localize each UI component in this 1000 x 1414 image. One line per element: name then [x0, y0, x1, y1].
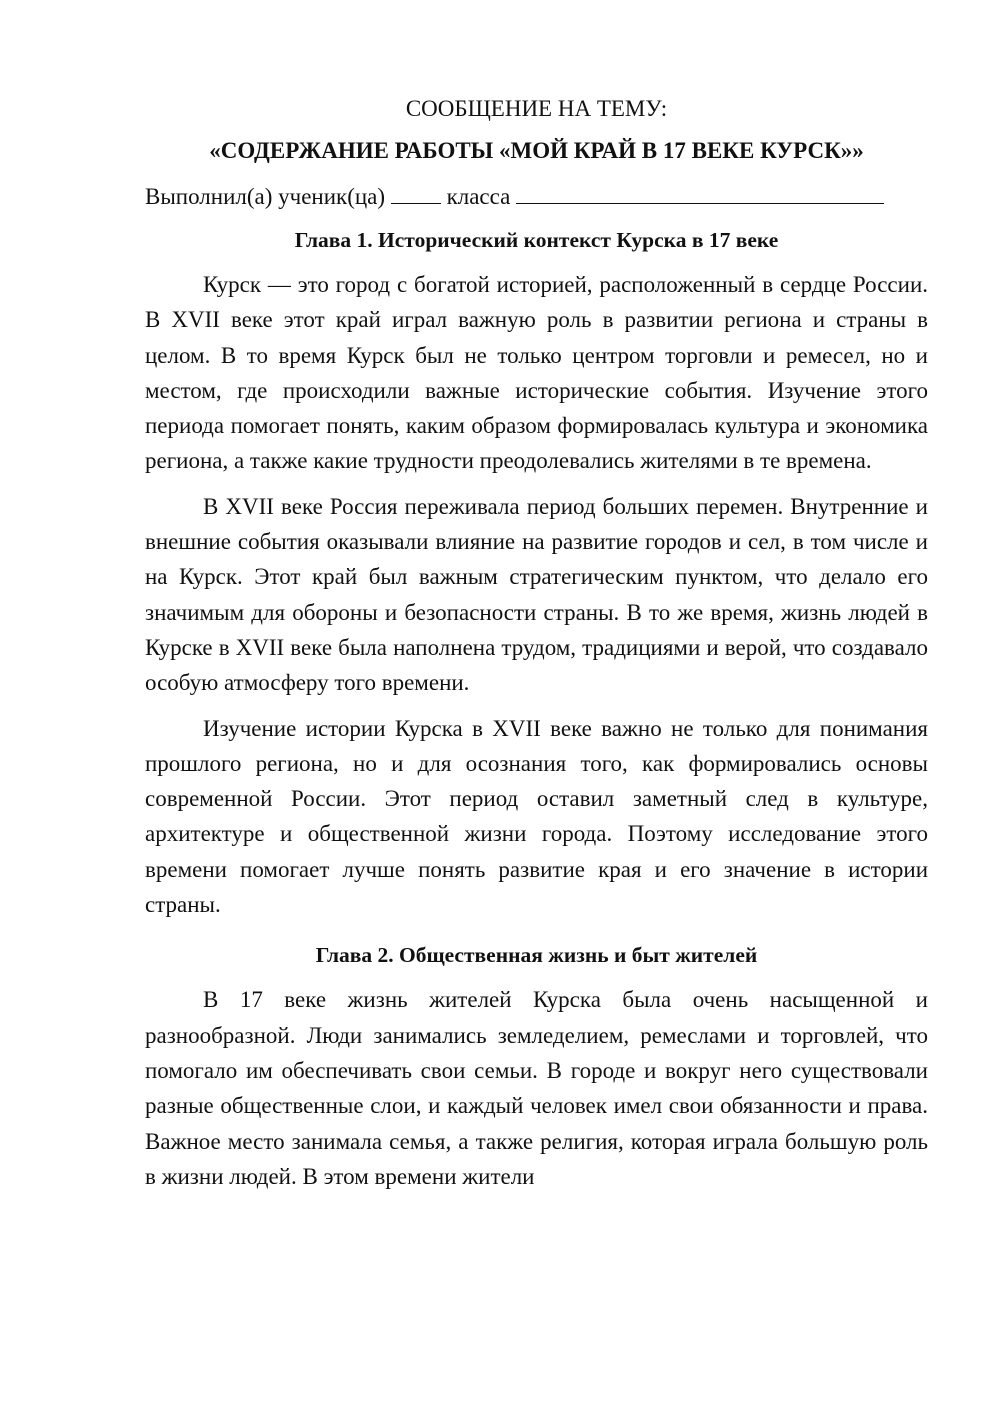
chapter-1-paragraph-3: Изучение истории Курска в XVII веке важно не только для понимания прошлого региона, но и для осознания того, как формировались основы современной России. Этот период оставил заметный след в культуре, архитектуре и общественной жизни города. Поэтому исследование этого времени помогает лучше понять развитие края и его значение в истории страны. — [145, 715, 928, 918]
document-title: «СОДЕРЖАНИЕ РАБОТЫ «МОЙ КРАЙ В 17 ВЕКЕ КУРСК»» — [209, 138, 864, 163]
document-header-line-1: СООБЩЕНИЕ НА ТЕМУ: — [405, 96, 668, 121]
chapter-1-title: Глава 1. Исторический контекст Курска в 17 веке — [294, 228, 779, 252]
grade-blank — [391, 181, 441, 204]
chapter-1-paragraph-2: В XVII веке Россия переживала период больших перемен. Внутренние и внешние события оказывали влияние на развитие городов и сел, в том числе и на Курск. Этот край был важным стратегическим пунктом, что делало его значимым для обороны и безопасности страны. В то же время, жизнь людей в Курске в XVII веке была наполнена трудом, традициями и верой, что создавало особую атмосферу того времени. — [145, 493, 928, 696]
author-prefix: Выполнил(а) ученик(ца) — [145, 184, 386, 209]
chapter-1-paragraph-1: Курск — это город с богатой историей, расположенный в сердце России. В XVII веке этот край играл важную роль в развитии региона и страны в целом. В то время Курск был не только центром торговли и ремесел, но и местом, где происходили важные исторические события. Изучение этого периода помогает понять, каким образом формировалась культура и экономика региона, а также какие трудности преодолевались жителями в те времена. — [145, 272, 928, 474]
chapter-2-title: Глава 2. Общественная жизнь и быт жителей — [315, 943, 758, 968]
chapter-2-paragraph-1: В 17 веке жизнь жителей Курска была очень насыщенной и разнообразной. Люди занимались земледелием, ремеслами и торговлей, что помогало им обеспечивать свои семьи. В городе и вокруг него существовали разные общественные слои, и каждый человек имел свои обязанности и права. Важное место занимала семья, а также религия, которая играла большую роль в жизни людей. В этом времени жители — [145, 987, 928, 1189]
author-line — [145, 181, 928, 213]
name-blank — [516, 181, 884, 204]
author-class-label: класса — [446, 184, 511, 209]
